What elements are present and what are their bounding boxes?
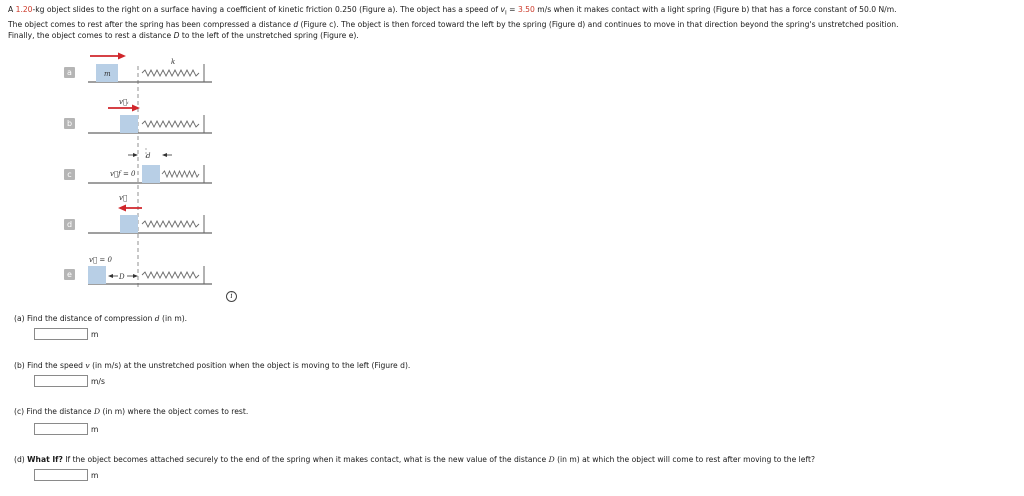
figure-label-a: a (64, 67, 75, 78)
block-e (88, 266, 106, 284)
answer-c-unit: m (91, 424, 99, 434)
spring-d (142, 221, 199, 227)
answer-b (34, 375, 105, 387)
info-icon[interactable]: i (226, 291, 237, 302)
mass-label: m (104, 70, 111, 78)
vf-label: v⃗f = 0 (110, 170, 136, 178)
panel-d (88, 205, 212, 234)
answer-d-unit: m (91, 470, 99, 480)
spring-a (142, 70, 199, 76)
v-zero-label: v⃗ = 0 (89, 256, 112, 264)
spring-c (162, 171, 199, 177)
spring-b (142, 121, 199, 127)
answer-a-unit: m (91, 329, 99, 339)
block-b (120, 115, 138, 133)
speed-value: 3.50 (517, 5, 535, 14)
figure-label-d: d (64, 219, 75, 230)
panel-b (88, 105, 212, 134)
spring-constant-label: k (171, 58, 176, 66)
answer-d-input[interactable] (34, 469, 88, 481)
question-b: (b) Find the speed v (in m/s) at the unstretched position when the object is moving to the left (Figure d). (14, 361, 411, 370)
question-d: (d) What If? If the object becomes attached securely to the end of the spring when it makes contact, what is the new value of the distance D (in m) at which the object will come to rest after moving to the left? (14, 455, 816, 464)
figure-label-e: e (64, 269, 75, 280)
answer-b-input[interactable] (34, 375, 88, 387)
D-label: D (119, 273, 125, 281)
panel-e (88, 256, 212, 284)
problem-line-3: Finally, the object comes to rest a distance D to the left of the unstretched spring (Figure e). (8, 30, 359, 40)
question-c: (c) Find the distance D (in m) where the object comes to rest. (14, 407, 249, 416)
spring-block-figure (0, 0, 260, 300)
vi-label-a: v⃗ᵢ (119, 98, 129, 106)
answer-c-input[interactable] (34, 423, 88, 435)
mass-value: 1.20 (15, 5, 33, 14)
panel-c (88, 148, 212, 202)
answer-d (34, 469, 98, 481)
problem-line-2: The object comes to rest after the spring has been compressed a distance d (Figure c). The object is then forced toward the left by the spring (Figure d) and continues to move in that direction beyond the spring's unstretched position. (8, 19, 899, 29)
d-label: d (146, 152, 151, 160)
figure-label-b: b (64, 118, 75, 129)
figure-label-c: c (64, 169, 75, 180)
spring-e (142, 272, 199, 278)
panel-a (88, 53, 212, 107)
answer-a (34, 328, 98, 340)
block-c (142, 165, 160, 183)
answer-b-unit: m/s (91, 376, 105, 386)
block-d (120, 215, 138, 233)
answer-c (34, 423, 98, 435)
answer-a-input[interactable] (34, 328, 88, 340)
v-label-d: v⃗ (119, 194, 128, 202)
question-a: (a) Find the distance of compression d (in m). (14, 314, 188, 323)
problem-line-1: A 1.20-kg object slides to the right on a surface having a coefficient of kinetic friction 0.250 (Figure a). The object has a speed of $v_i = 3.50$ m/s when it makes contact with a light spring (Figure b) that has a force constant of 50.0 N/m. (8, 5, 897, 17)
